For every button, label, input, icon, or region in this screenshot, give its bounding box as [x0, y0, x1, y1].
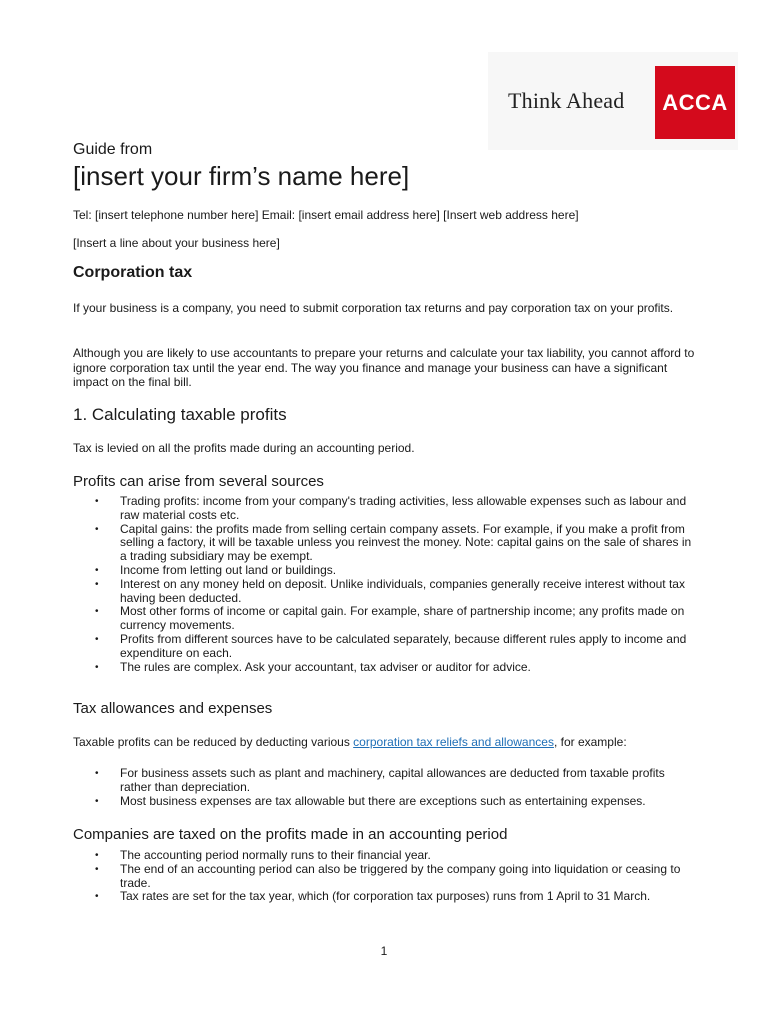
- list-item: • Profits from different sources have to be calculated separately, because different rules apply to income and expenditure on each.: [73, 633, 693, 661]
- corporation-tax-heading: Corporation tax: [73, 264, 193, 281]
- allowances-text-after: , for example:: [553, 735, 627, 749]
- guide-from-label: Guide from: [73, 141, 153, 158]
- list-item: • Tax rates are set for the tax year, which (for corporation tax purposes) runs from 1 April to 31 March.: [73, 890, 693, 904]
- contact-line: Tel: [insert telephone number here] Email: [insert email address here] [Insert web address here]: [73, 208, 579, 222]
- list-item: • Interest on any money held on deposit. Unlike individuals, companies generally receive interest without tax having been deducted.: [73, 578, 693, 606]
- acca-logo: [655, 66, 735, 139]
- allowances-text-before: Taxable profits can be reduced by deducting various: [73, 735, 354, 749]
- acca-logo-text: ACCA: [662, 89, 728, 115]
- business-description-line: [Insert a line about your business here]: [73, 236, 280, 250]
- list-item: • Most business expenses are tax allowable but there are exceptions such as entertaining expenses.: [73, 795, 693, 809]
- accountants-paragraph: Although you are likely to use accountants to prepare your returns and calculate your tax liability, you cannot afford to ignore corporation tax until the year end. The way you finance and manage your business can have a significant impact on the final bill.: [73, 346, 695, 389]
- page-number: 1: [380, 944, 388, 958]
- list-item: • Most other forms of income or capital gain. For example, share of partnership income; any profits made on currency movements.: [73, 605, 693, 633]
- profit-sources-list: [73, 495, 693, 674]
- list-item: • The end of an accounting period can also be triggered by the company going into liquidation or ceasing to trade.: [73, 863, 693, 891]
- list-item: • Capital gains: the profits made from selling certain company assets. For example, if you make a profit from selling a factory, it will be taxable unless you reinvest the money. Note: capital gains on the sale of shares in a trading subsidiary may be exempt.: [73, 523, 693, 564]
- allowances-paragraph: [73, 735, 703, 750]
- list-item: • Income from letting out land or buildings.: [73, 564, 693, 578]
- corporation-tax-reliefs-link[interactable]: corporation tax reliefs and allowances: [353, 735, 554, 749]
- list-item: • The accounting period normally runs to their financial year.: [73, 849, 693, 863]
- firm-name-title: [insert your firm’s name here]: [73, 161, 410, 191]
- tax-levied-paragraph: Tax is levied on all the profits made during an accounting period.: [73, 441, 415, 455]
- calculating-taxable-profits-heading: 1. Calculating taxable profits: [73, 405, 287, 424]
- accounting-period-list: [73, 849, 693, 904]
- list-item: • Trading profits: income from your company's trading activities, less allowable expenses such as labour and raw material costs etc.: [73, 495, 693, 523]
- allowances-list: [73, 767, 693, 808]
- intro-paragraph: If your business is a company, you need to submit corporation tax returns and pay corporation tax on your profits.: [73, 301, 674, 315]
- think-ahead-tagline: Think Ahead: [508, 88, 625, 113]
- list-item: • For business assets such as plant and machinery, capital allowances are deducted from taxable profits rather than depreciation.: [73, 767, 693, 795]
- profit-sources-heading: Profits can arise from several sources: [73, 473, 324, 490]
- list-item: • The rules are complex. Ask your accountant, tax adviser or auditor for advice.: [73, 661, 693, 675]
- tax-allowances-heading: Tax allowances and expenses: [73, 700, 273, 717]
- accounting-period-heading: Companies are taxed on the profits made in an accounting period: [73, 826, 508, 843]
